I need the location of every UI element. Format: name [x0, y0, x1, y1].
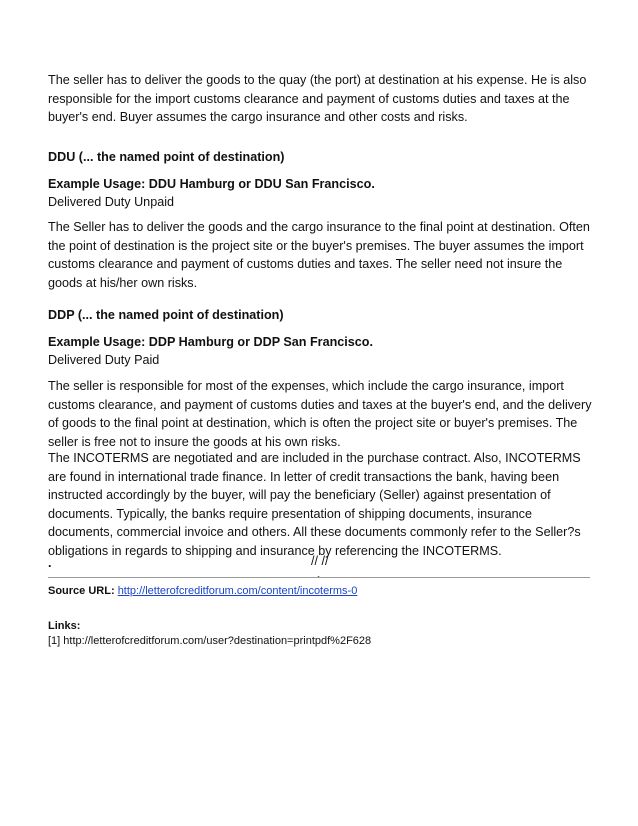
ddu-paragraph: The Seller has to deliver the goods and the cargo insurance to the final point at destination. Often the point of destination is the project site or the buyer's premises. The buyer assumes the import customs clearance and payment of customs duties and taxes. The seller need not insure the goods at his/her own risks. [48, 220, 590, 290]
source-url-link[interactable]: http://letterofcreditforum.com/content/incoterms-0 [117, 585, 358, 597]
source-url-line [48, 584, 357, 598]
ddu-example: Example Usage: DDU Hamburg or DDU San Francisco. [48, 177, 375, 191]
ddp-name: Delivered Duty Paid [48, 353, 160, 367]
links-item: [1] http://letterofcreditforum.com/user?destination=printpdf%2F628 [48, 635, 372, 647]
footer-divider [48, 577, 590, 578]
intro-paragraph: The seller has to deliver the goods to the quay (the port) at destination at his expense. He is also responsible for the import customs clearance and payment of customs duties and taxes at the buyer's end. Buyer assumes the cargo insurance and other costs and risks. [48, 73, 587, 125]
ddu-heading: DDU (... the named point of destination) [48, 150, 285, 164]
source-url-label: Source URL: [48, 585, 115, 597]
incoterms-paragraph: The INCOTERMS are negotiated and are included in the purchase contract. Also, INCOTERMS are found in international trade finance. In letter of credit transactions the bank, having been instructed accordingly by the buyer, will pay the beneficiary (Seller) against presentation of documents. Typically, the banks require presentation of shipping documents, insurance documents, commercial invoice and others. All these documents commonly refer to the Seller?s obligations in regards to shipping and insurance by referencing the INCOTERMS. [48, 451, 581, 558]
ddp-heading: DDP (... the named point of destination) [48, 308, 284, 322]
separator-slashes: // // [311, 554, 329, 568]
ddp-paragraph: The seller is responsible for most of the expenses, which include the cargo insurance, import customs clearance, and payment of customs duties and taxes at the buyer's end, and the delivery of goods to the final point at destination, which is often the project site or buyer's premises. The seller is free not to insure the goods at his own risks. [48, 379, 592, 449]
ddp-example: Example Usage: DDP Hamburg or DDP San Francisco. [48, 335, 373, 349]
links-label: Links: [48, 620, 81, 632]
separator-dot-mid: . [317, 569, 321, 581]
ddu-name: Delivered Duty Unpaid [48, 195, 174, 209]
separator-dot: . [48, 556, 52, 570]
